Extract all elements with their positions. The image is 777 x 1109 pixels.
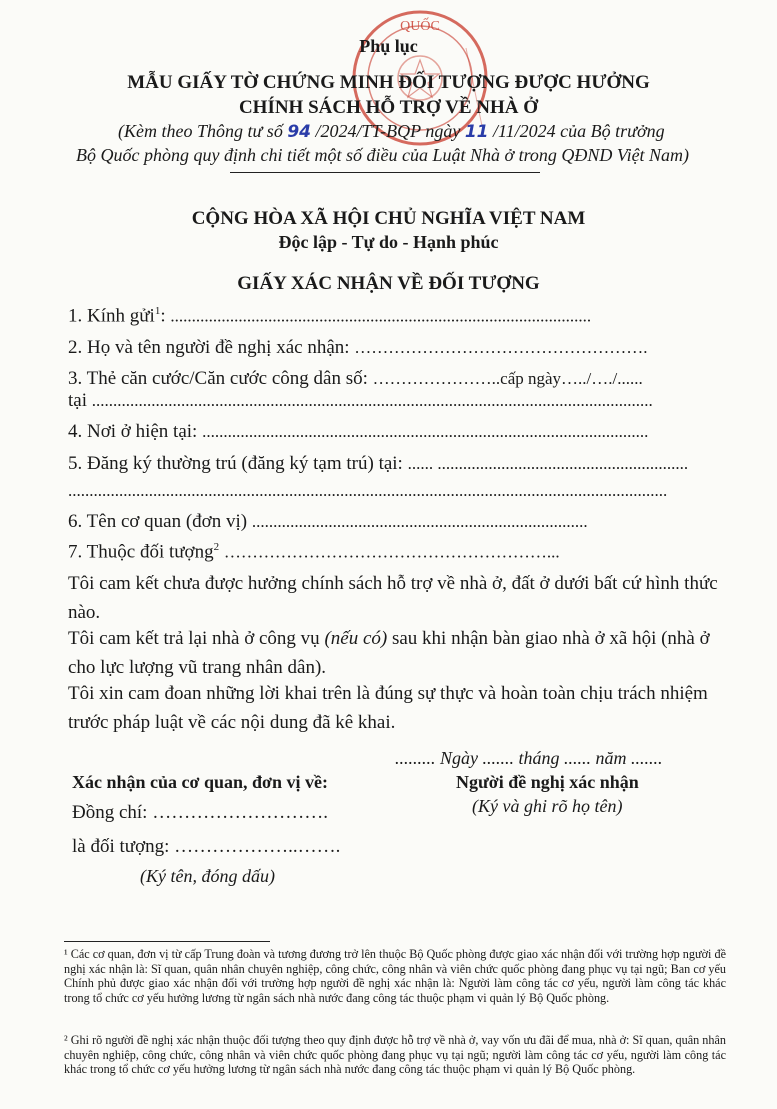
- handwritten-number: 94: [287, 122, 311, 142]
- field-current-address: 4. Nơi ở hiện tại: .........................................................................................................: [68, 421, 649, 442]
- country-name: CỘNG HÒA XÃ HỘI CHỦ NGHĨA VIỆT NAM: [191, 208, 586, 229]
- registered-address-blank[interactable]: ...... ...........................................................: [407, 454, 689, 473]
- field-registered-address: 5. Đăng ký thường trú (đăng ký tạm trú) tại: ...... ...........................................................: [68, 453, 689, 474]
- field-registered-address-cont: [68, 480, 667, 502]
- field-id-place: tại ....................................................................................................................................: [68, 390, 653, 411]
- full-name-blank[interactable]: …………………………………………….: [354, 338, 648, 357]
- svg-text:QUỐC: QUỐC: [400, 19, 440, 34]
- unit-confirmation-title: Xác nhận của cơ quan, đơn vị về:: [72, 772, 328, 792]
- slogan: Độc lập - Tự do - Hạnh phúc: [278, 232, 499, 252]
- unit-sign-note: (Ký tên, đóng dấu): [140, 866, 275, 886]
- applicant-sign-note: (Ký và ghi rõ họ tên): [472, 796, 623, 816]
- footnote-divider: [64, 941, 270, 942]
- field-unit-name: 6. Tên cơ quan (đơn vị) ...............................................................................: [68, 511, 588, 532]
- id-card-blank[interactable]: …………………..cấp ngày…../…./......: [372, 369, 643, 388]
- registered-address-blank-2[interactable]: .............................................................................................................................................: [68, 481, 668, 500]
- field-recipient: 1. Kính gửi$^1$: ...................................................................................................: [68, 305, 592, 327]
- appendix-label: Phụ lục: [359, 36, 418, 56]
- comrade-field[interactable]: Đồng chí: ……………………….: [72, 802, 328, 823]
- subject-category-blank[interactable]: …………………………………………………...: [223, 542, 560, 562]
- reference-line-2: Bộ Quốc phòng quy định chi tiết một số điều của Luật Nhà ở trong QĐND Việt Nam): [76, 145, 690, 165]
- footnote-2: ² Ghi rõ người đề nghị xác nhận thuộc đối tượng theo quy định được hỗ trợ về nhà ở, vay vốn ưu đãi để mua, nhà ở: Sĩ quan, quân nhân chuyên nghiệp, công chức, công nhân và viên chức quốc phòng đang phục vụ tại ngũ; người làm công tác cơ yếu, người làm công tác khác trong tổ chức cơ yếu hưởng lương từ ngân sách nhà nước đang công tác thuộc phạm vi quản lý Bộ Quốc phòng.: [64, 1033, 726, 1077]
- declaration-paragraph: Tôi xin cam đoan những lời khai trên là đúng sự thực và hoàn toàn chịu trách nhiệm trước pháp luật về các nội dung đã kê khai.: [68, 683, 708, 733]
- header-divider: [230, 172, 540, 173]
- id-place-blank[interactable]: ....................................................................................................................................: [91, 391, 653, 410]
- current-address-blank[interactable]: .........................................................................................................: [202, 422, 649, 441]
- date-line: ......... Ngày ....... tháng ...... năm .......: [395, 748, 663, 768]
- unit-name-blank[interactable]: ...............................................................................: [251, 512, 588, 531]
- commitment-paragraph-2: Tôi cam kết trả lại nhà ở công vụ (nếu có) sau khi nhận bàn giao nhà ở xã hội (nhà ở cho lực lượng vũ trang nhân dân).: [68, 628, 710, 678]
- applicant-title: Người đề nghị xác nhận: [456, 772, 639, 792]
- reference-line-1: (Kèm theo Thông tư số 94 /2024/TT-BQP ngày 11 /11/2024 của Bộ trưởng: [118, 121, 665, 142]
- form-title: GIẤY XÁC NHẬN VỀ ĐỐI TƯỢNG: [237, 273, 540, 294]
- footnote-1: ¹ Các cơ quan, đơn vị từ cấp Trung đoàn và tương đương trở lên thuộc Bộ Quốc phòng được giao xác nhận đối với trường hợp người đề nghị xác nhận là: Sĩ quan, quân nhân chuyên nghiệp, công chức, công nhân và viên chức quốc phòng đang phục vụ tại ngũ; Ban cơ yếu Chính phủ được giao xác nhận đối với trường hợp người đề nghị xác nhận là: Người làm công tác cơ yếu, người làm công tác khác trong tổ chức cơ yếu hưởng lương từ ngân sách nhà nước đang công tác thuộc phạm vi quản lý Bộ Quốc phòng.: [64, 947, 726, 1005]
- commitment-paragraph-1: Tôi cam kết chưa được hưởng chính sách hỗ trợ về nhà ở, đất ở dưới bất cứ hình thức nào.: [68, 573, 718, 623]
- recipient-blank[interactable]: ...................................................................................................: [170, 306, 592, 326]
- field-full-name: 2. Họ và tên người đề nghị xác nhận: …………………………………………….: [68, 337, 648, 358]
- title-line-2: CHÍNH SÁCH HỖ TRỢ VỀ NHÀ Ở: [238, 97, 539, 118]
- field-subject-category: 7. Thuộc đối tượng$^2$ …………………………………………………...: [68, 541, 560, 563]
- title-line-1: MẪU GIẤY TỜ CHỨNG MINH ĐỐI TƯỢNG ĐƯỢC HƯỞNG: [127, 72, 650, 93]
- subject-field[interactable]: là đối tượng: ………………..…….: [72, 836, 341, 857]
- handwritten-day: 11: [464, 122, 489, 142]
- field-id-card: 3. Thẻ căn cước/Căn cước công dân số: …………………..cấp ngày…../…./......: [68, 368, 643, 389]
